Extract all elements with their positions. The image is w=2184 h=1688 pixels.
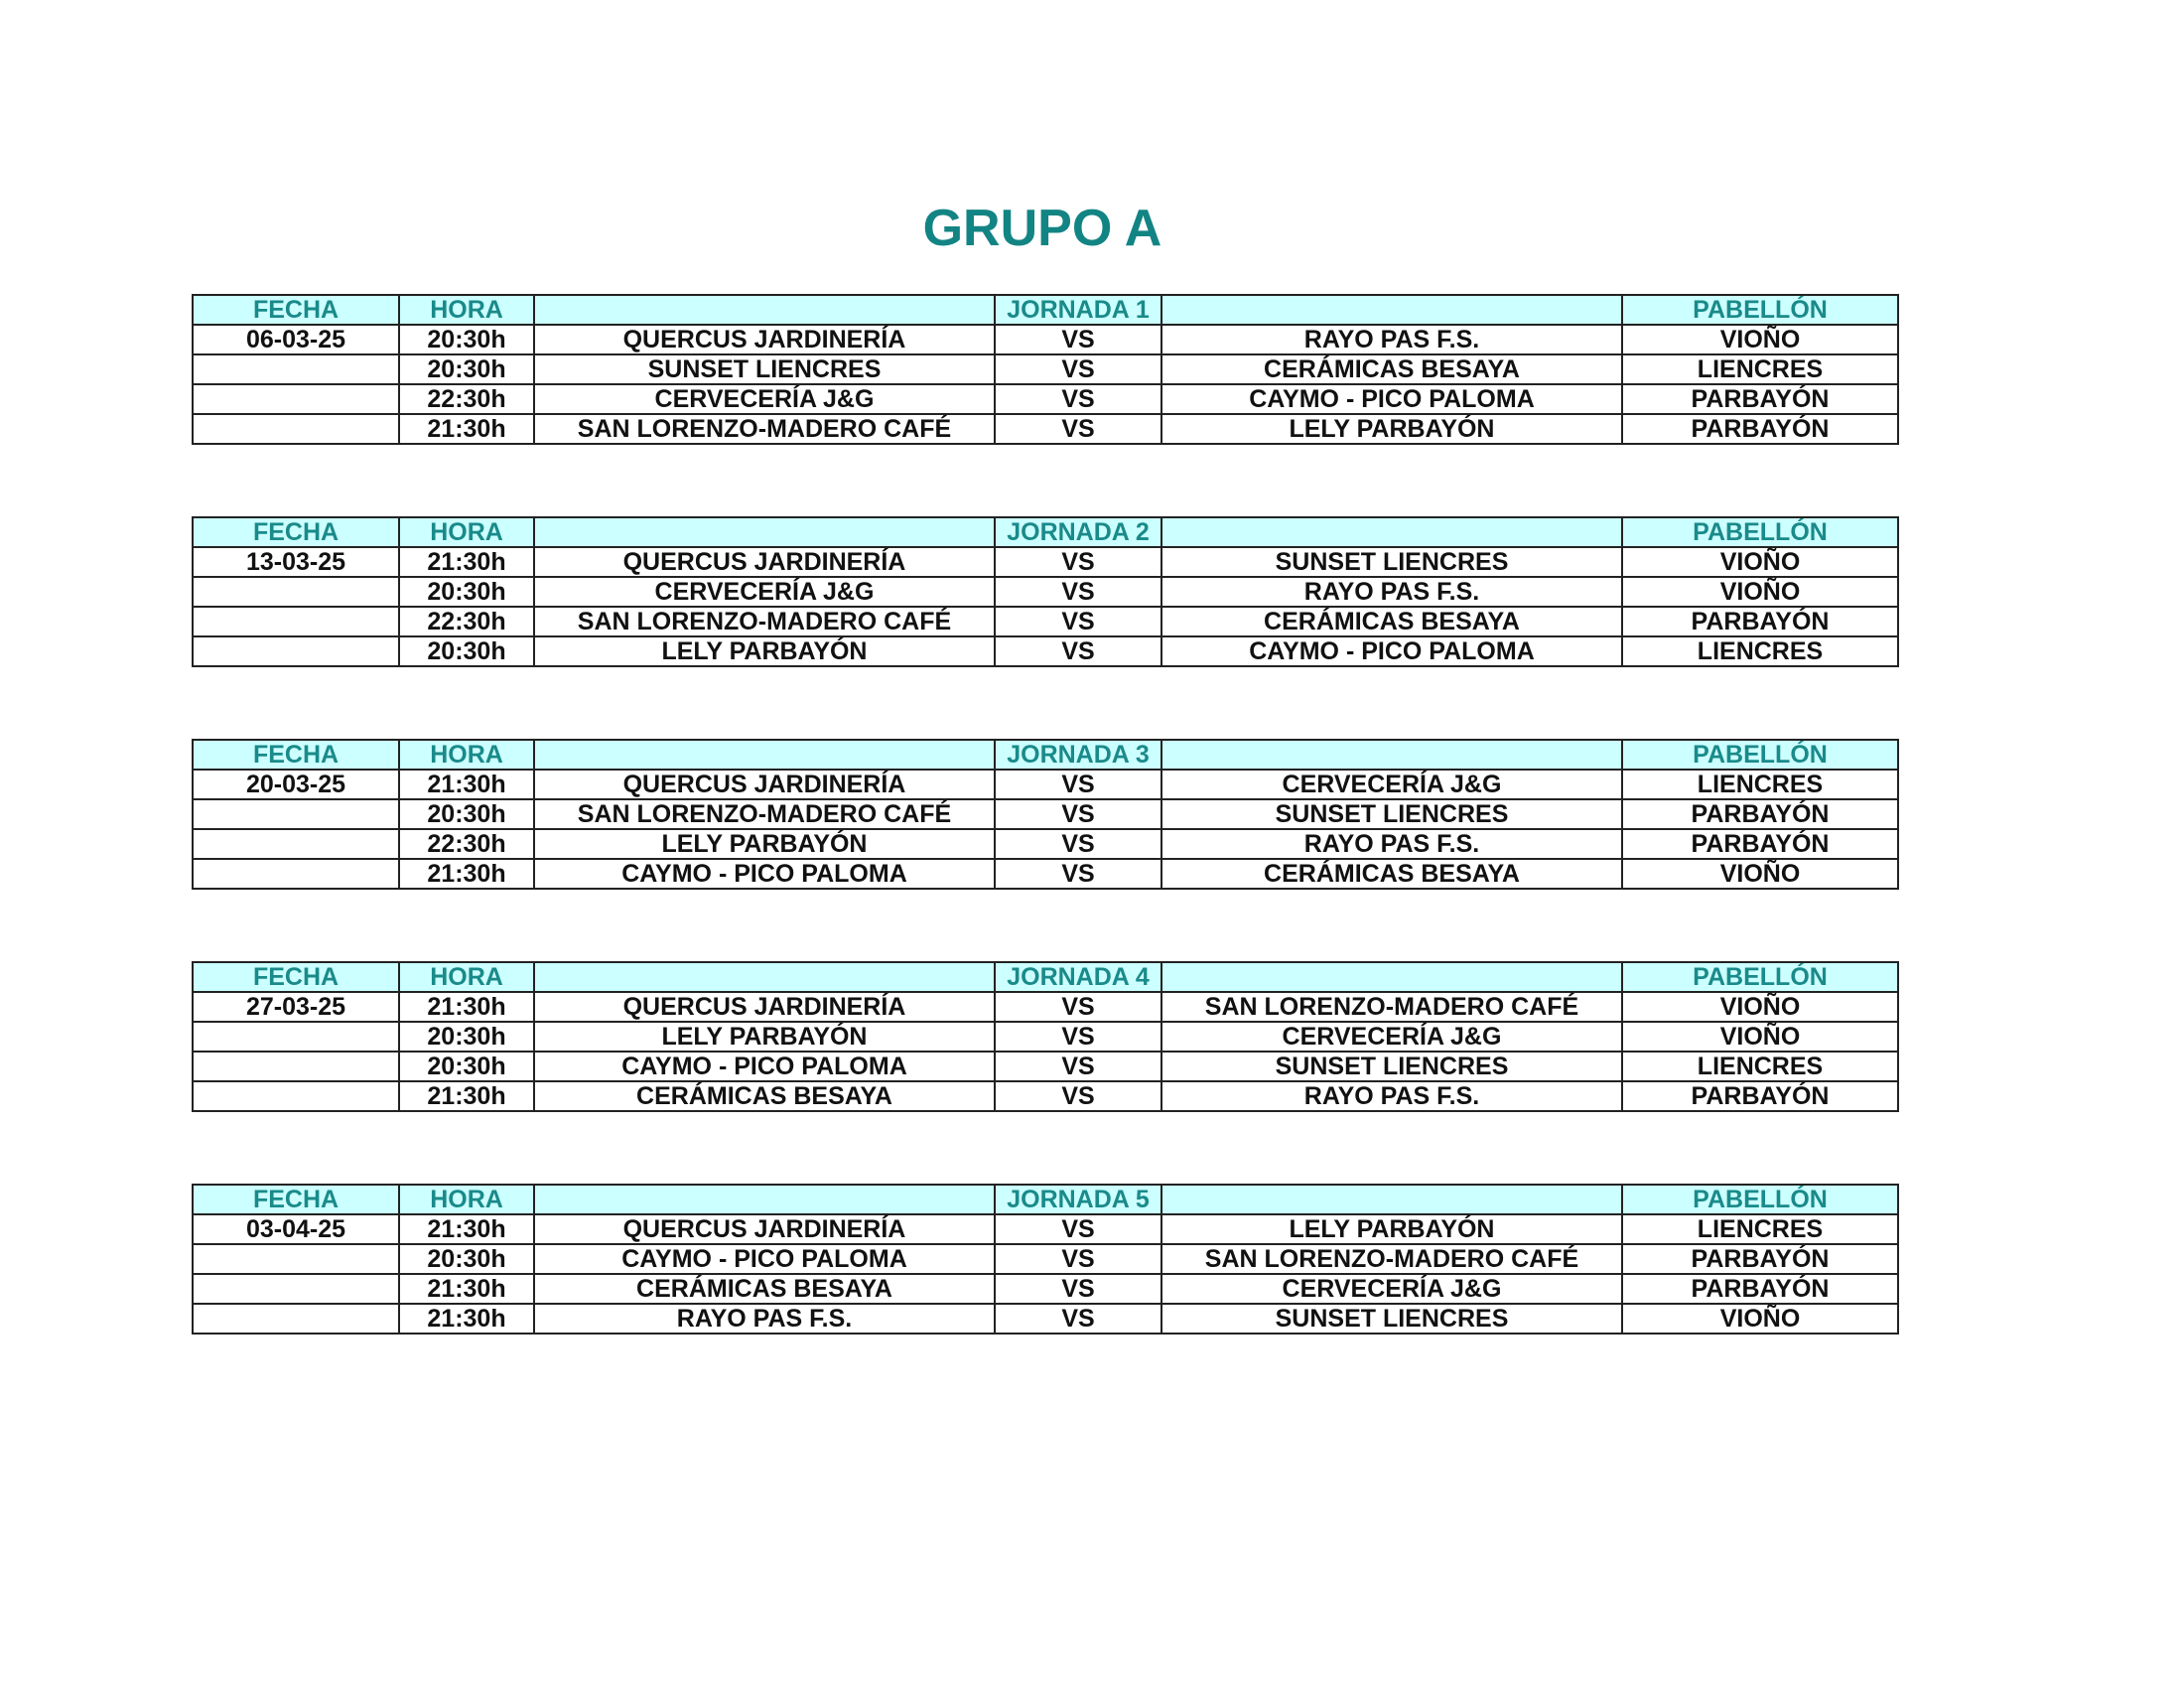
match-row [193,1244,1898,1274]
match-vs: VS [995,1022,1161,1052]
match-row [193,1304,1898,1334]
header-jornada: JORNADA 4 [995,962,1161,992]
match-fecha [193,1052,399,1081]
jornada-3-table [192,739,1899,890]
match-row [193,1274,1898,1304]
header-blank [534,295,995,325]
match-fecha: 27-03-25 [193,992,399,1022]
match-pabellon: PARBAYÓN [1622,1274,1898,1304]
match-hora: 20:30h [399,325,534,354]
match-pabellon: PARBAYÓN [1622,607,1898,636]
header-blank [1161,962,1622,992]
match-hora: 21:30h [399,414,534,444]
match-hora: 22:30h [399,384,534,414]
match-vs: VS [995,859,1161,889]
match-hora: 22:30h [399,829,534,859]
match-visitante: CERVECERÍA J&G [1161,1022,1622,1052]
match-hora: 22:30h [399,607,534,636]
match-hora: 21:30h [399,1274,534,1304]
match-hora: 21:30h [399,992,534,1022]
jornada-1-table [192,294,1899,445]
match-visitante: LELY PARBAYÓN [1161,414,1622,444]
match-pabellon: PARBAYÓN [1622,414,1898,444]
match-pabellon: VIOÑO [1622,577,1898,607]
match-row [193,1081,1898,1111]
match-pabellon: PARBAYÓN [1622,1244,1898,1274]
match-pabellon: VIOÑO [1622,859,1898,889]
match-visitante: CERVECERÍA J&G [1161,770,1622,799]
header-fecha: FECHA [193,517,399,547]
match-local: CAYMO - PICO PALOMA [534,1244,995,1274]
match-hora: 20:30h [399,354,534,384]
table-header-row [193,1185,1898,1214]
match-pabellon: VIOÑO [1622,547,1898,577]
match-row [193,829,1898,859]
match-vs: VS [995,1052,1161,1081]
match-pabellon: PARBAYÓN [1622,1081,1898,1111]
match-fecha [193,607,399,636]
match-fecha [193,636,399,666]
match-hora: 21:30h [399,770,534,799]
header-jornada: JORNADA 1 [995,295,1161,325]
match-pabellon: LIENCRES [1622,1052,1898,1081]
match-visitante: SUNSET LIENCRES [1161,799,1622,829]
match-fecha [193,859,399,889]
table-header-row [193,740,1898,770]
match-vs: VS [995,325,1161,354]
match-visitante: CERVECERÍA J&G [1161,1274,1622,1304]
match-visitante: SAN LORENZO-MADERO CAFÉ [1161,1244,1622,1274]
match-pabellon: VIOÑO [1622,1022,1898,1052]
match-fecha [193,354,399,384]
match-vs: VS [995,577,1161,607]
header-fecha: FECHA [193,740,399,770]
match-visitante: CAYMO - PICO PALOMA [1161,636,1622,666]
match-fecha [193,1244,399,1274]
match-vs: VS [995,992,1161,1022]
match-fecha [193,384,399,414]
match-visitante: RAYO PAS F.S. [1161,577,1622,607]
match-vs: VS [995,636,1161,666]
match-visitante: RAYO PAS F.S. [1161,829,1622,859]
match-visitante: RAYO PAS F.S. [1161,325,1622,354]
match-local: LELY PARBAYÓN [534,636,995,666]
header-jornada: JORNADA 2 [995,517,1161,547]
table-header-row [193,962,1898,992]
match-row [193,992,1898,1022]
match-pabellon: PARBAYÓN [1622,829,1898,859]
match-row [193,384,1898,414]
match-vs: VS [995,770,1161,799]
header-blank [1161,1185,1622,1214]
match-fecha [193,1304,399,1334]
match-vs: VS [995,1244,1161,1274]
match-local: CERÁMICAS BESAYA [534,1081,995,1111]
match-hora: 21:30h [399,1214,534,1244]
match-row [193,770,1898,799]
match-hora: 20:30h [399,1052,534,1081]
match-row [193,799,1898,829]
match-local: QUERCUS JARDINERÍA [534,992,995,1022]
match-hora: 20:30h [399,1022,534,1052]
match-vs: VS [995,414,1161,444]
match-hora: 20:30h [399,636,534,666]
match-hora: 20:30h [399,799,534,829]
match-fecha [193,829,399,859]
match-fecha [193,1081,399,1111]
match-hora: 21:30h [399,547,534,577]
header-blank [1161,295,1622,325]
match-visitante: RAYO PAS F.S. [1161,1081,1622,1111]
header-blank [1161,740,1622,770]
match-vs: VS [995,799,1161,829]
jornada-4-table [192,961,1899,1112]
header-pabellon: PABELLÓN [1622,962,1898,992]
match-row [193,414,1898,444]
match-vs: VS [995,1304,1161,1334]
match-fecha [193,414,399,444]
match-fecha: 13-03-25 [193,547,399,577]
header-fecha: FECHA [193,1185,399,1214]
match-row [193,1052,1898,1081]
header-jornada: JORNADA 3 [995,740,1161,770]
match-local: CERVECERÍA J&G [534,384,995,414]
header-hora: HORA [399,517,534,547]
match-row [193,547,1898,577]
jornada-2-table [192,516,1899,667]
header-blank [534,740,995,770]
header-blank [534,962,995,992]
table-header-row [193,295,1898,325]
match-vs: VS [995,1081,1161,1111]
header-pabellon: PABELLÓN [1622,517,1898,547]
match-row [193,1022,1898,1052]
match-row [193,325,1898,354]
match-vs: VS [995,607,1161,636]
header-fecha: FECHA [193,295,399,325]
match-local: CERÁMICAS BESAYA [534,1274,995,1304]
match-row [193,607,1898,636]
match-vs: VS [995,354,1161,384]
header-hora: HORA [399,962,534,992]
match-pabellon: VIOÑO [1622,992,1898,1022]
match-vs: VS [995,1274,1161,1304]
match-local: SAN LORENZO-MADERO CAFÉ [534,799,995,829]
match-visitante: CERÁMICAS BESAYA [1161,607,1622,636]
match-fecha: 03-04-25 [193,1214,399,1244]
match-vs: VS [995,829,1161,859]
header-pabellon: PABELLÓN [1622,740,1898,770]
match-visitante: SUNSET LIENCRES [1161,1052,1622,1081]
match-local: QUERCUS JARDINERÍA [534,325,995,354]
header-hora: HORA [399,295,534,325]
match-hora: 21:30h [399,1304,534,1334]
match-vs: VS [995,384,1161,414]
match-visitante: LELY PARBAYÓN [1161,1214,1622,1244]
match-vs: VS [995,547,1161,577]
match-fecha [193,799,399,829]
header-blank [534,517,995,547]
header-pabellon: PABELLÓN [1622,295,1898,325]
match-visitante: SUNSET LIENCRES [1161,1304,1622,1334]
match-visitante: CERÁMICAS BESAYA [1161,354,1622,384]
match-vs: VS [995,1214,1161,1244]
table-header-row [193,517,1898,547]
match-fecha: 06-03-25 [193,325,399,354]
match-local: CERVECERÍA J&G [534,577,995,607]
match-pabellon: VIOÑO [1622,1304,1898,1334]
match-row [193,577,1898,607]
page-title: GRUPO A [922,200,1162,257]
match-local: LELY PARBAYÓN [534,829,995,859]
jornada-5-table [192,1184,1899,1335]
match-pabellon: PARBAYÓN [1622,384,1898,414]
match-row [193,859,1898,889]
match-fecha [193,577,399,607]
match-hora: 20:30h [399,1244,534,1274]
match-local: SAN LORENZO-MADERO CAFÉ [534,414,995,444]
match-hora: 21:30h [399,859,534,889]
header-blank [1161,517,1622,547]
match-local: QUERCUS JARDINERÍA [534,770,995,799]
match-pabellon: LIENCRES [1622,770,1898,799]
match-local: RAYO PAS F.S. [534,1304,995,1334]
match-fecha: 20-03-25 [193,770,399,799]
match-visitante: CERÁMICAS BESAYA [1161,859,1622,889]
match-local: SUNSET LIENCRES [534,354,995,384]
header-fecha: FECHA [193,962,399,992]
header-pabellon: PABELLÓN [1622,1185,1898,1214]
match-visitante: SAN LORENZO-MADERO CAFÉ [1161,992,1622,1022]
match-pabellon: LIENCRES [1622,1214,1898,1244]
match-fecha [193,1274,399,1304]
match-pabellon: LIENCRES [1622,354,1898,384]
header-hora: HORA [399,740,534,770]
match-pabellon: LIENCRES [1622,636,1898,666]
match-local: LELY PARBAYÓN [534,1022,995,1052]
header-hora: HORA [399,1185,534,1214]
match-local: CAYMO - PICO PALOMA [534,859,995,889]
match-hora: 21:30h [399,1081,534,1111]
match-row [193,636,1898,666]
match-row [193,1214,1898,1244]
header-blank [534,1185,995,1214]
match-visitante: CAYMO - PICO PALOMA [1161,384,1622,414]
match-pabellon: VIOÑO [1622,325,1898,354]
match-visitante: SUNSET LIENCRES [1161,547,1622,577]
match-local: QUERCUS JARDINERÍA [534,1214,995,1244]
match-fecha [193,1022,399,1052]
header-jornada: JORNADA 5 [995,1185,1161,1214]
match-local: SAN LORENZO-MADERO CAFÉ [534,607,995,636]
match-pabellon: PARBAYÓN [1622,799,1898,829]
match-local: CAYMO - PICO PALOMA [534,1052,995,1081]
match-hora: 20:30h [399,577,534,607]
match-row [193,354,1898,384]
match-local: QUERCUS JARDINERÍA [534,547,995,577]
